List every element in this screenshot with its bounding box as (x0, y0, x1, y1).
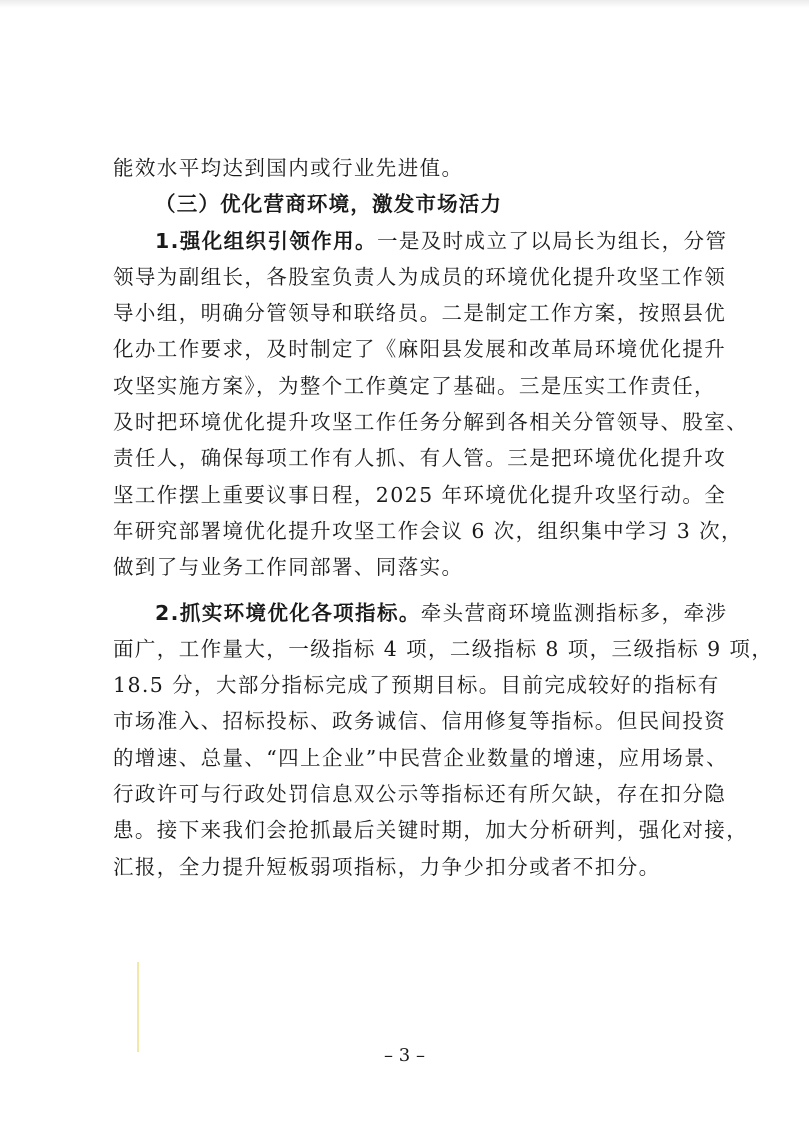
item-2-first-line-text: 牵头营商环境监测指标多，牵涉 (420, 600, 728, 625)
paragraph-line: 的增速、总量、“四上企业”中民营企业数量的增速，应用场景、 (113, 745, 729, 770)
scan-edge-shadow (0, 0, 809, 8)
item-1-first-line (113, 223, 728, 259)
item-1-first-line-text: 一是及时成立了以局长为组长，分管 (376, 228, 728, 253)
paragraph-line: 领导为副组长，各股室负责人为成员的环境优化提升攻坚工作领 (113, 264, 727, 289)
paragraph-gap (113, 586, 713, 595)
paragraph-line: 汇报，全力提升短板弱项指标，力争少扣分或者不扣分。 (113, 854, 661, 879)
paragraph-line: 攻坚实施方案》，为整个工作奠定了基础。三是压实工作责任， (113, 373, 716, 398)
paragraph-line: 化办工作要求，及时制定了《麻阳县发展和改革局环境优化提升 (113, 337, 727, 362)
page-number: – 3 – (384, 1045, 425, 1066)
paragraph-line: 面广，工作量大，一级指标 4 项，二级指标 8 项，三级指标 9 项， (113, 636, 774, 661)
paragraph-line: 能效水平均达到国内或行业先进值。 (113, 156, 464, 180)
paragraph-line: 坚工作摆上重要议事日程，2025 年环境优化提升攻坚行动。全 (113, 482, 727, 507)
document-body (113, 150, 774, 885)
paragraph-line: 患。接下来我们会抢抓最后关键时期，加大分析研判，强化对接， (113, 818, 749, 843)
item-1-title: 1.强化组织引领作用。 (155, 228, 377, 253)
paragraph-line: 及时把环境优化提升攻坚工作任务分解到各相关分管领导、股室、 (113, 410, 749, 435)
paragraph-line: 18.5 分，大部分指标完成了预期目标。目前完成较好的指标有 (113, 673, 720, 698)
item-2-title: 2.抓实环境优化各项指标。 (155, 600, 421, 625)
paragraph-line: 市场准入、招标投标、政务诚信、信用修复等指标。但民间投资 (113, 709, 727, 734)
item-2-first-line (113, 595, 728, 631)
paragraph-line: 年研究部署境优化提升攻坚工作会议 6 次，组织集中学习 3 次， (113, 518, 743, 543)
paragraph-line: 导小组，明确分管领导和联络员。二是制定工作方案，按照县优 (113, 301, 727, 326)
paragraph-line: 做到了与业务工作同部署、同落实。 (113, 555, 464, 580)
section-heading: （三）优化营商环境，激发市场活力 (155, 192, 503, 217)
scan-artifact-mark (137, 962, 139, 1052)
paragraph-line: 责任人，确保每项工作有人抓、有人管。三是把环境优化提升攻 (113, 446, 727, 471)
paragraph-line: 行政许可与行政处罚信息双公示等指标还有所欠缺，存在扣分隐 (113, 782, 727, 807)
